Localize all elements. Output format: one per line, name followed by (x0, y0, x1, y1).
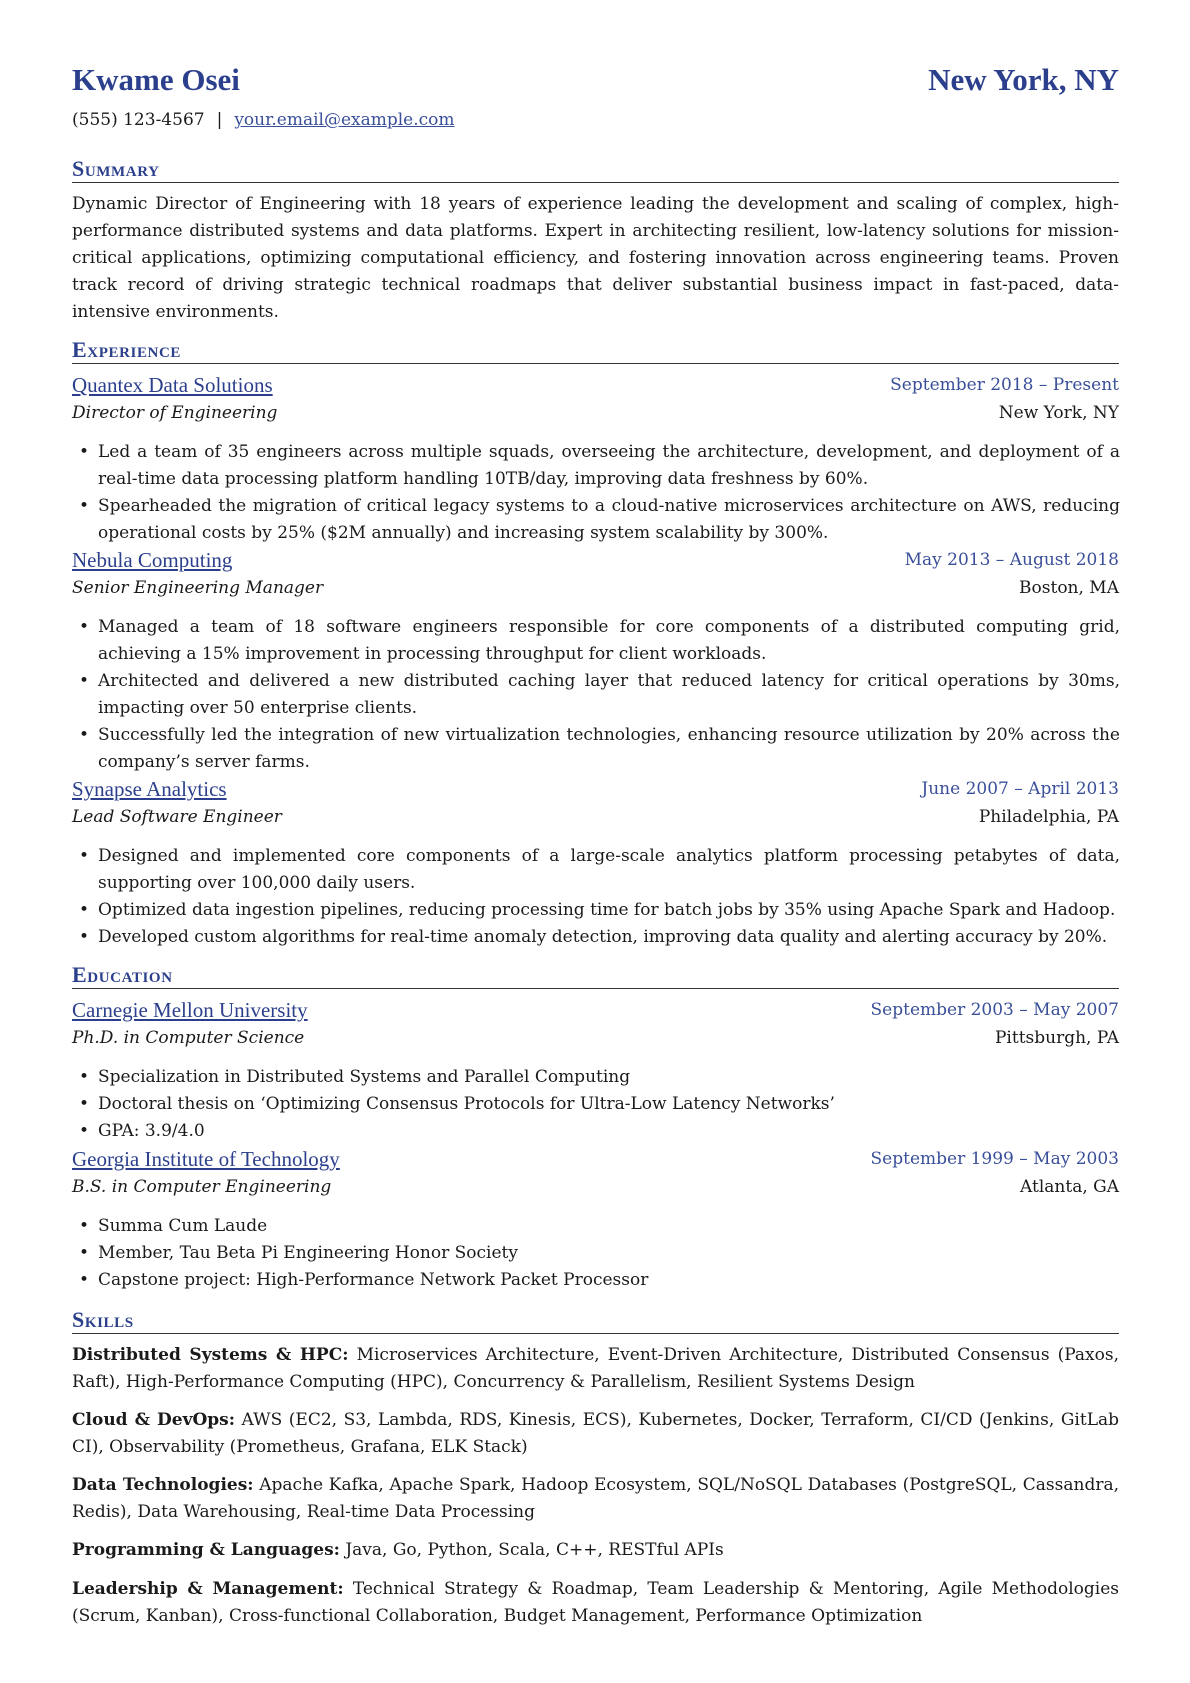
job-bullet: • Designed and implemented core components of a large-scale analytics platform processing petabytes of data, supporting over 100,000 daily users. (98, 843, 1120, 897)
section-title-summary: Summary (72, 156, 160, 181)
job-role: Director of Engineering (72, 403, 278, 423)
phone-number: (555) 123-4567 (72, 110, 205, 130)
skill-text: AWS (EC2, S3, Lambda, RDS, Kinesis, ECS), Kubernetes, Docker, Terraform, CI/CD (Jenkins, GitLab CI), Observability (Prometheus, Grafana, ELK Stack) (72, 1410, 1119, 1457)
job-location: Philadelphia, PA (978, 807, 1119, 827)
school-bullet: • Member, Tau Beta Pi Engineering Honor Society (98, 1240, 1120, 1267)
skill-label: Cloud & DevOps: (72, 1410, 235, 1430)
skill-text: Technical Strategy & Roadmap, Team Leadership & Mentoring, Agile Methodologies (Scrum, Kanban), Cross-functional Collaboration, Budget Management, Performance Optimization (72, 1579, 1119, 1626)
section-header-education (72, 958, 1119, 989)
candidate-location: New York, NY (928, 62, 1119, 97)
skill-row (72, 1537, 1119, 1564)
skill-label: Leadership & Management: (72, 1579, 344, 1599)
school-bullet: • Summa Cum Laude (98, 1213, 1120, 1240)
school-dates: September 2003 – May 2007 (870, 1000, 1119, 1020)
section-title-education: Education (72, 962, 173, 987)
school-dates: September 1999 – May 2003 (870, 1149, 1119, 1169)
school-location: Atlanta, GA (1020, 1177, 1119, 1197)
job-dates: May 2013 – August 2018 (904, 550, 1119, 570)
school-name-link[interactable]: Georgia Institute of Technology (72, 1147, 340, 1171)
section-header-experience (72, 333, 1119, 364)
job-bullet: • Spearheaded the migration of critical legacy systems to a cloud-native microservices architecture on AWS, reducing operational costs by 25% ($2M annually) and increasing system scalability by 300%. (98, 493, 1120, 547)
job-role: Lead Software Engineer (72, 807, 282, 827)
job-bullet: • Successfully led the integration of new virtualization technologies, enhancing resource utilization by 20% across the company’s server farms. (98, 722, 1120, 776)
section-header-skills (72, 1303, 1119, 1334)
job-bullet: • Architected and delivered a new distributed caching layer that reduced latency for critical operations by 30ms, impacting over 50 enterprise clients. (98, 668, 1120, 722)
job-bullet-list (72, 614, 1120, 776)
job-bullet: • Managed a team of 18 software engineers responsible for core components of a distributed computing grid, achieving a 15% improvement in processing throughput for client workloads. (98, 614, 1120, 668)
job-bullet: • Optimized data ingestion pipelines, reducing processing time for batch jobs by 35% using Apache Spark and Hadoop. (98, 897, 1120, 924)
job-bullet: • Led a team of 35 engineers across multiple squads, overseeing the architecture, development, and deployment of a real-time data processing platform handling 10TB/day, improving data freshness by 60%. (98, 439, 1120, 493)
skill-row (72, 1472, 1119, 1526)
section-title-experience: Experience (72, 337, 182, 362)
contact-line (72, 112, 455, 129)
school-bullet-list (72, 1064, 1120, 1145)
skill-row (72, 1576, 1119, 1630)
job-dates: September 2018 – Present (890, 375, 1119, 395)
school-bullet-list (72, 1213, 1120, 1294)
section-header-summary (72, 152, 1119, 183)
job-bullet-list (72, 439, 1120, 547)
job-company-link[interactable]: Synapse Analytics (72, 777, 227, 801)
school-bullet: • Capstone project: High-Performance Network Packet Processor (98, 1267, 1120, 1294)
summary-paragraph: Dynamic Director of Engineering with 18 years of experience leading the development and scaling of complex, high-performance distributed systems and data platforms. Expert in architecting resilient, low-latency solutions for mission-critical applications, optimizing computational efficiency, and fostering innovation across engineering teams. Proven track record of driving strategic technical roadmaps that deliver substantial business impact in fast-paced, data-intensive environments. (72, 194, 1119, 322)
email-link[interactable]: your.email@example.com (234, 110, 455, 130)
skill-row (72, 1407, 1119, 1461)
job-dates: June 2007 – April 2013 (921, 779, 1119, 799)
job-bullet: • Developed custom algorithms for real-time anomaly detection, improving data quality and alerting accuracy by 20%. (98, 924, 1120, 951)
skill-label: Distributed Systems & HPC: (72, 1345, 349, 1365)
school-bullet: • Specialization in Distributed Systems and Parallel Computing (98, 1064, 1120, 1091)
school-name-link[interactable]: Carnegie Mellon University (72, 998, 308, 1022)
skill-label: Programming & Languages: (72, 1540, 340, 1560)
contact-separator: | (216, 110, 223, 130)
school-location: Pittsburgh, PA (994, 1028, 1119, 1048)
skill-text: Java, Go, Python, Scala, C++, RESTful APIs (345, 1540, 724, 1560)
school-bullet: • GPA: 3.9/4.0 (98, 1118, 1120, 1145)
job-company-link[interactable]: Quantex Data Solutions (72, 373, 273, 397)
school-degree: Ph.D. in Computer Science (72, 1028, 305, 1048)
candidate-name: Kwame Osei (72, 62, 240, 97)
skill-text: Microservices Architecture, Event-Driven Architecture, Distributed Consensus (Paxos, Raft), High-Performance Computing (HPC), Concurrency & Parallelism, Resilient Systems Design (72, 1345, 1120, 1392)
job-bullet-list (72, 843, 1120, 951)
job-role: Senior Engineering Manager (72, 578, 324, 598)
job-company-link[interactable]: Nebula Computing (72, 548, 233, 572)
school-degree: B.S. in Computer Engineering (72, 1177, 332, 1197)
skill-row (72, 1342, 1119, 1396)
job-location: Boston, MA (1019, 578, 1119, 598)
section-title-skills: Skills (72, 1307, 134, 1332)
job-location: New York, NY (998, 403, 1119, 423)
skill-text: Apache Kafka, Apache Spark, Hadoop Ecosystem, SQL/NoSQL Databases (PostgreSQL, Cassandra, Redis), Data Warehousing, Real-time Data Processing (72, 1475, 1120, 1522)
skill-label: Data Technologies: (72, 1475, 254, 1495)
school-bullet: • Doctoral thesis on ‘Optimizing Consensus Protocols for Ultra-Low Latency Networks’ (98, 1091, 1120, 1118)
